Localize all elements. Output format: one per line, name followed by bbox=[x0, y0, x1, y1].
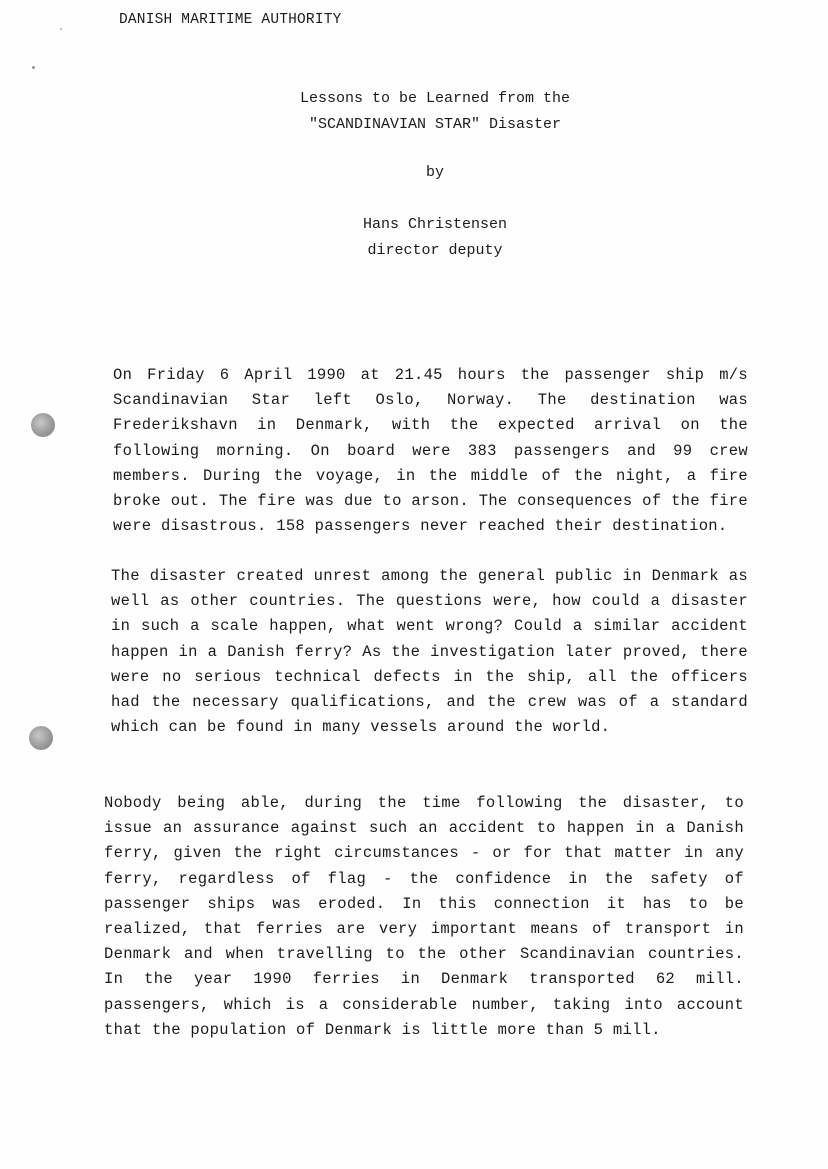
punch-hole bbox=[31, 413, 55, 437]
scan-speck bbox=[60, 28, 62, 30]
title-line-1: Lessons to be Learned from the bbox=[299, 90, 571, 107]
body-paragraph-2: The disaster created unrest among the general public in Denmark as well as other countries. The questions were, how could a disaster in such a scale happen, what went wrong? Could a similar accident happen in a Danish ferry? As the investigation later proved, there were no serious technical defects in the ship, all the officers had the necessary qualifications, and the crew was of a standard which can be found in many vessels around the world. bbox=[111, 567, 748, 737]
title-line-2: "SCANDINAVIAN STAR" Disaster bbox=[308, 116, 562, 133]
author-role: director deputy bbox=[367, 242, 503, 259]
author-block bbox=[280, 212, 590, 264]
body-paragraph-1: On Friday 6 April 1990 at 21.45 hours the passenger ship m/s Scandinavian Star left Oslo, Norway. The destination was Frederikshavn in Denmark, with the expected arrival on the following morning. On board were 383 passengers and 99 crew members. During the voyage, in the middle of the night, a fire broke out. The fire was due to arson. The consequences of the fire were disastrous. 158 passengers never reached their destination. bbox=[113, 366, 748, 536]
author-name: Hans Christensen bbox=[362, 216, 508, 233]
document-title bbox=[200, 86, 670, 138]
by-line: by bbox=[425, 164, 444, 181]
punch-hole bbox=[29, 726, 53, 750]
organization-header: DANISH MARITIME AUTHORITY bbox=[119, 12, 342, 28]
body-paragraph-3: Nobody being able, during the time following the disaster, to issue an assurance against such an accident to happen in a Danish ferry, given the right circumstances - or for that matter in any ferry, regardless of flag - the confidence in the safety of passenger ships was eroded. In this connection it has to be realized, that ferries are very important means of transport in Denmark and when travelling to the other Scandinavian countries. In the year 1990 ferries in Denmark transported 62 mill. passengers, which is a considerable number, taking into account that the population of Denmark is little more than 5 mill. bbox=[104, 794, 744, 1039]
scan-speck bbox=[32, 66, 35, 69]
